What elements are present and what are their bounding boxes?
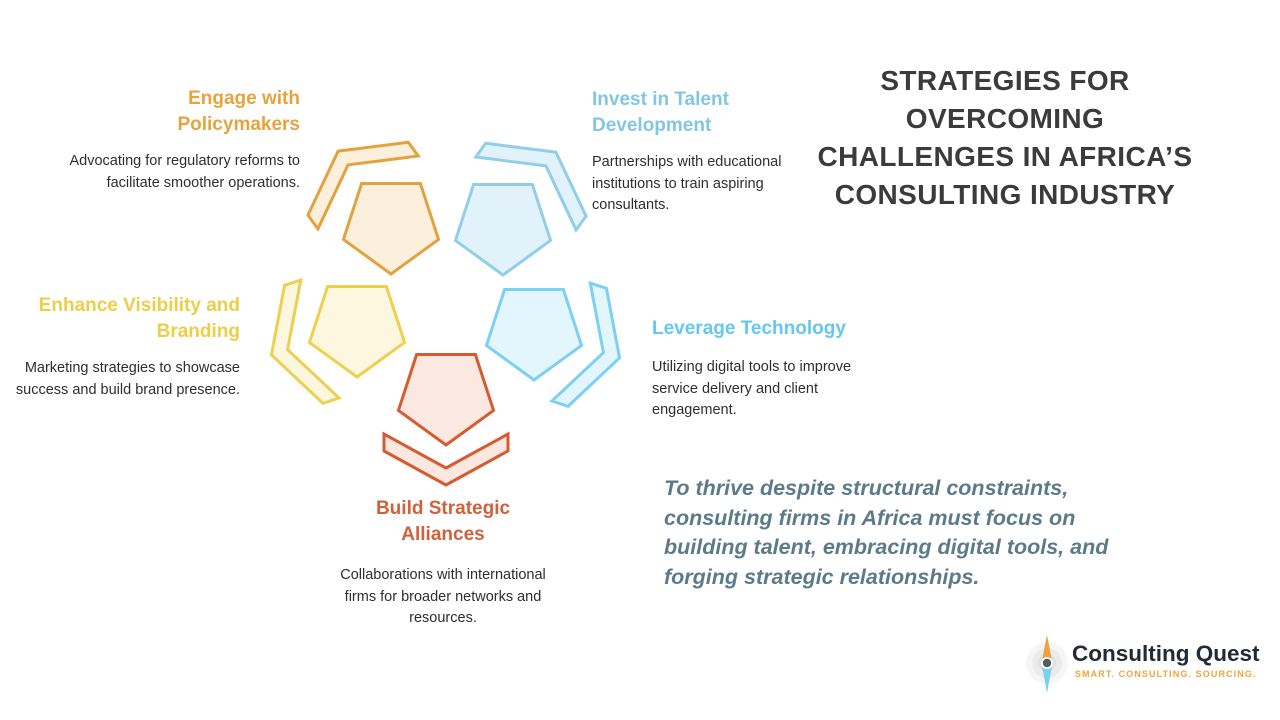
section-heading xyxy=(70,86,301,138)
section-invest-in-talent-development xyxy=(592,87,781,217)
body-line: institutions to train aspiring xyxy=(592,175,764,192)
logo xyxy=(1022,632,1260,698)
logo-name: Consulting Quest xyxy=(1072,641,1260,666)
title-line: OVERCOMING xyxy=(905,103,1105,134)
section-body xyxy=(652,357,851,422)
summary-quote xyxy=(664,474,1108,592)
body-line: engagement. xyxy=(652,402,737,418)
body-line: Partnerships with educational xyxy=(592,154,782,170)
heading-line: Branding xyxy=(156,321,240,342)
quote-line: consulting firms in Africa must focus on xyxy=(664,505,1076,530)
section-heading xyxy=(592,87,781,139)
body-line: Advocating for regulatory reforms to xyxy=(69,153,300,169)
heading-line: Build Strategic xyxy=(375,498,511,519)
body-line: success and build brand presence. xyxy=(15,381,240,398)
heading-line: Alliances xyxy=(401,524,485,545)
body-line: Collaborations with international xyxy=(340,567,546,583)
body-line: consultants. xyxy=(592,197,670,213)
heading-line: Policymakers xyxy=(177,114,300,135)
page-title xyxy=(783,62,1227,214)
logo-text xyxy=(1072,641,1260,679)
body-line: firms for broader networks and xyxy=(344,588,542,605)
section-heading xyxy=(340,496,546,548)
section-leverage-technology xyxy=(652,316,851,422)
quote-line: forging strategic relationships. xyxy=(664,564,980,589)
section-enhance-visibility-and-branding xyxy=(16,293,240,401)
section-body xyxy=(592,152,781,217)
title-line: CHALLENGES IN AFRICA’S xyxy=(817,141,1193,172)
section-body xyxy=(16,358,240,401)
section-build-strategic-alliances xyxy=(340,496,546,630)
heading-line: Leverage Technology xyxy=(652,318,846,339)
section-heading xyxy=(16,293,240,345)
quote-line: To thrive despite structural constraints, xyxy=(664,476,1069,500)
heading-line: Development xyxy=(592,115,712,136)
section-heading xyxy=(652,316,851,342)
section-body xyxy=(70,151,301,194)
section-body xyxy=(340,565,546,630)
pentagon-chevron-icon-build xyxy=(351,300,541,490)
quote-line: building talent, embracing digital tools, and xyxy=(664,535,1109,559)
body-line: Utilizing digital tools to improve xyxy=(652,359,852,375)
section-engage-with-policymakers xyxy=(70,86,301,194)
body-line: resources. xyxy=(409,610,477,626)
title-line: CONSULTING INDUSTRY xyxy=(834,179,1176,210)
logo-tagline: SMART. CONSULTING. SOURCING. xyxy=(1074,669,1257,679)
heading-line: Invest in Talent xyxy=(592,89,729,110)
heading-line: Enhance Visibility and xyxy=(38,295,240,316)
pentagon-shape xyxy=(398,355,493,445)
heading-line: Engage with xyxy=(188,88,300,109)
body-line: facilitate smoother operations. xyxy=(106,174,300,191)
compass-hub xyxy=(1043,659,1051,667)
body-line: Marketing strategies to showcase xyxy=(24,360,240,376)
body-line: service delivery and client xyxy=(652,380,819,397)
compass-icon xyxy=(1022,632,1072,698)
title-line: STRATEGIES FOR xyxy=(880,65,1130,96)
